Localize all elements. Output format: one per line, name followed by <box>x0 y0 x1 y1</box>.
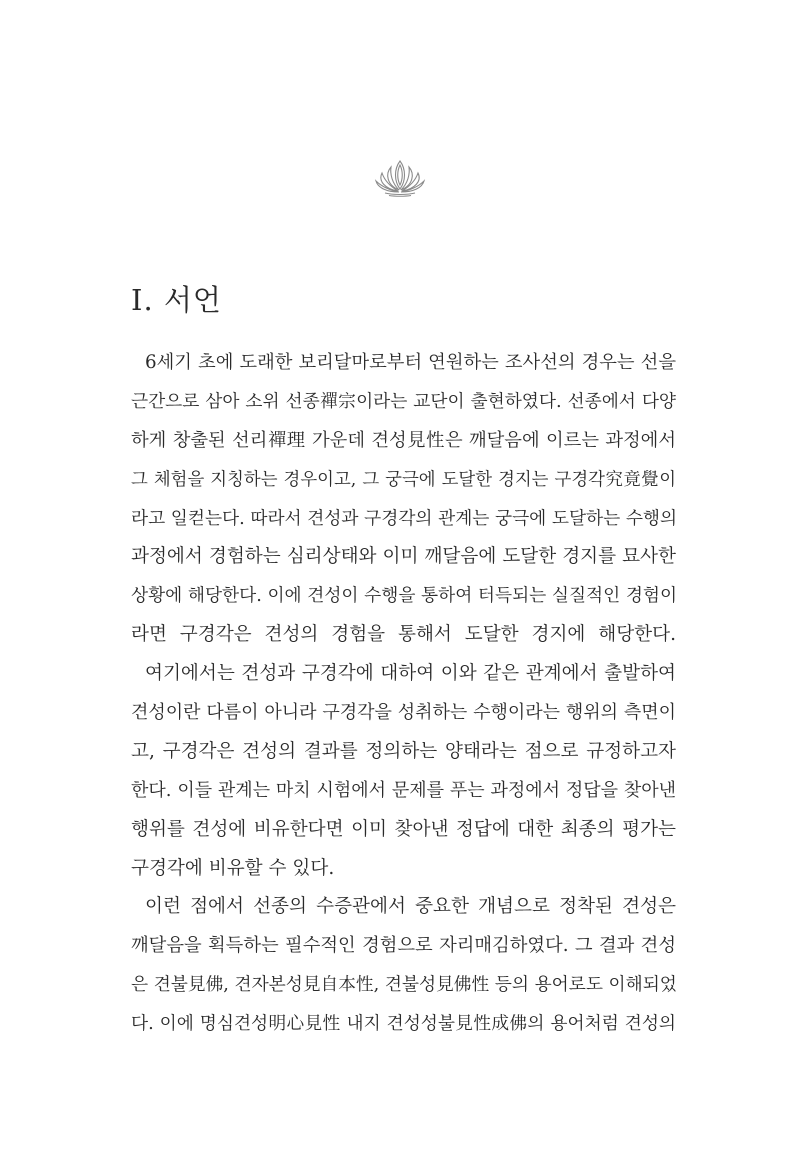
text-line: 이런 점에서 선종의 수증관에서 중요한 개념으로 정착된 견성은 <box>145 896 676 918</box>
paragraph <box>131 655 676 888</box>
text-line: 견성이란 다름이 아니라 구경각을 성취하는 수행이라는 행위의 측면이 <box>131 702 676 724</box>
text-line: 은 견불見佛, 견자본성見自本性, 견불성見佛性 등의 용어로도 이해되었 <box>131 975 677 996</box>
text-line: 근간으로 삼아 소위 선종禪宗이라는 교단이 출현하였다. 선종에서 다양 <box>131 391 676 412</box>
text-line: 그 체험을 지칭하는 경우이고, 그 궁극에 도달한 경지는 구경각究竟覺이 <box>131 469 676 490</box>
text-line: 여기에서는 견성과 구경각에 대하여 이와 같은 관계에서 출발하여 <box>145 663 676 685</box>
text-line: 6세기 초에 도래한 보리달마로부터 연원하는 조사선의 경우는 선을 <box>145 352 676 373</box>
text-line: 고, 구경각은 견성의 결과를 정의하는 양태라는 점으로 규정하고자 <box>131 740 676 762</box>
body-text <box>131 344 676 1044</box>
text-line: 행위를 견성에 비유한다면 이미 찾아낸 정답에 대한 최종의 평가는 <box>131 818 676 840</box>
text-line: 라고 일컫는다. 따라서 견성과 구경각의 관계는 궁극에 도달하는 수행의 <box>131 508 678 529</box>
paragraph <box>131 888 676 1044</box>
text-line: 하게 창출된 선리禪理 가운데 견성見性은 깨달음에 이르는 과정에서 <box>131 429 676 451</box>
text-line: 한다. 이들 관계는 마치 시험에서 문제를 푸는 과정에서 정답을 찾아낸 <box>131 779 676 801</box>
text-line: 깨달음을 획득하는 필수적인 경험으로 자리매김하였다. 그 결과 견성 <box>131 935 676 957</box>
text-line: 상황에 해당한다. 이에 견성이 수행을 통하여 터득되는 실질적인 경험이 <box>131 586 678 607</box>
text-line: 라면 구경각은 견성의 경험을 통해서 도달한 경지에 해당한다. <box>131 624 676 646</box>
lotus-icon <box>373 157 427 197</box>
text-line: 구경각에 비유할 수 있다. <box>131 857 335 879</box>
paragraph <box>131 344 676 655</box>
section-heading: Ⅰ. 서언 <box>131 283 222 317</box>
text-line: 다. 이에 명심견성明心見性 내지 견성성불見性成佛의 용어처럼 견성의 <box>131 1014 676 1035</box>
text-line: 과정에서 경험하는 심리상태와 이미 깨달음에 도달한 경지를 묘사한 <box>131 546 676 568</box>
